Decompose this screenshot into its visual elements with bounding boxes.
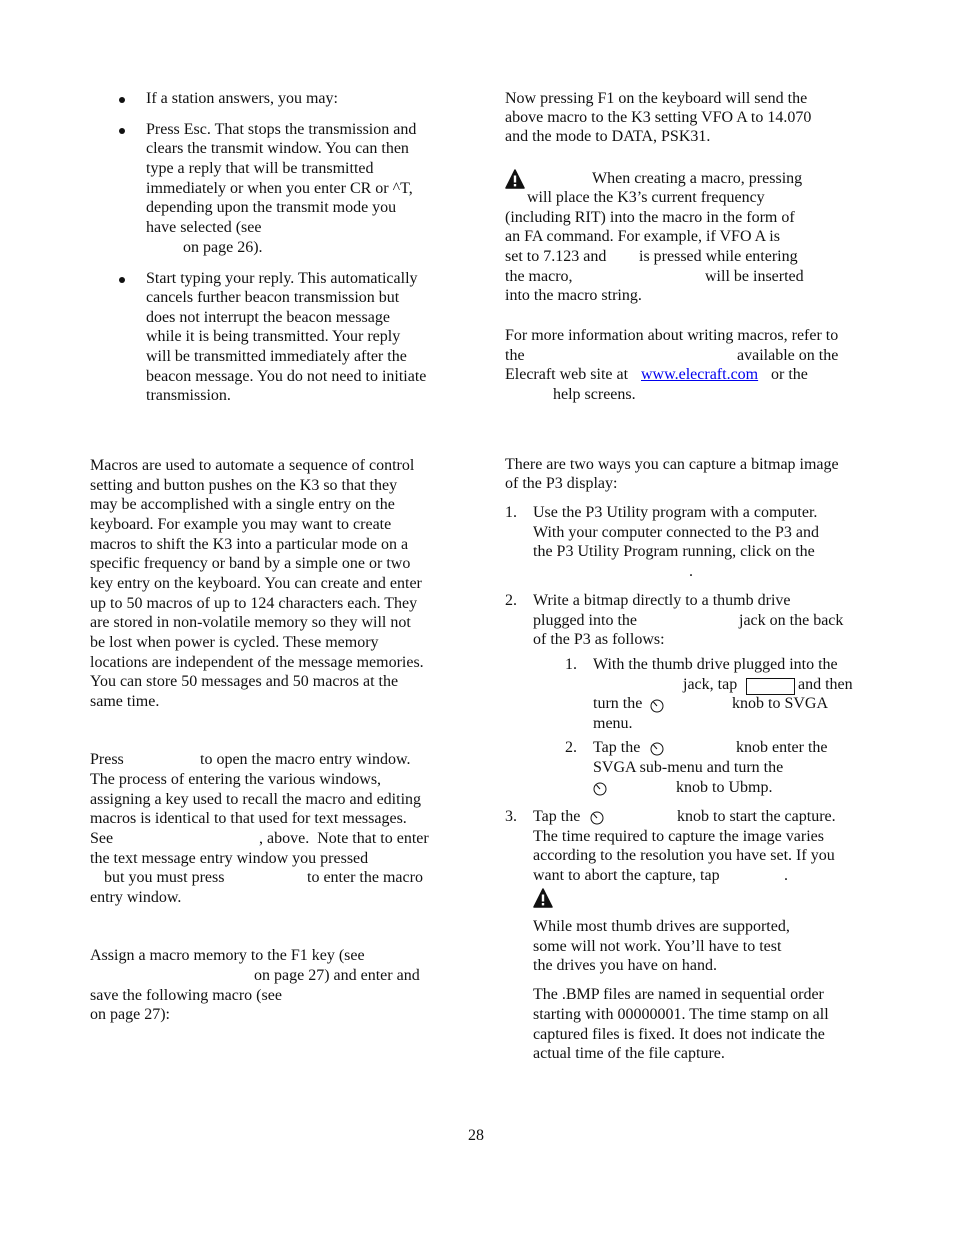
left-lines-text: setting and button pushes on the K3 so that they: [90, 477, 398, 494]
left-lines-text: save the following macro (see: [90, 987, 282, 1004]
right-lines-text: 2.: [565, 739, 577, 756]
right-lines-text: .: [689, 563, 693, 580]
right-lines-text: plugged into the: [533, 612, 637, 629]
right-lines-text: Tap the: [533, 808, 581, 825]
right-lines-text: the drives you have on hand.: [533, 957, 717, 974]
left-lines-text: while it is being transmitted. Your reply: [146, 328, 401, 345]
right-lines-text: and the mode to DATA, PSK31.: [505, 128, 711, 145]
right-lines-text: above macro to the K3 setting VFO A to 14.070: [505, 109, 812, 126]
elecraft-link[interactable]: www.elecraft.com: [641, 366, 759, 383]
left-lines-text: does not interrupt the beacon message: [146, 309, 390, 326]
left-lines-text: will be transmitted immediately after the: [146, 348, 407, 365]
left-lines-text: , above. Note that to enter: [259, 830, 429, 847]
left-lines-text: macros is identical to that used for text messages.: [90, 810, 407, 827]
left-lines-text: clears the transmit window. You can then: [146, 140, 409, 157]
right-lines-text: and then: [798, 676, 853, 693]
right-lines-text: knob to SVGA: [732, 695, 829, 712]
warning-icon: [533, 888, 553, 908]
left-lines-text: to open the macro entry window.: [200, 751, 411, 768]
right-lines-text: knob enter the: [736, 739, 828, 756]
left-lines-text: may be accomplished with a single entry on the: [90, 496, 395, 513]
right-lines-text: is pressed while entering: [639, 248, 798, 265]
right-lines-text: 2.: [505, 592, 517, 609]
right-lines-text: There are two ways you can capture a bitmap image: [505, 456, 839, 473]
left-lines-text: specific frequency or band by a simple one or two: [90, 555, 411, 572]
left-lines-text: assigning a key used to recall the macro and editing: [90, 791, 422, 808]
right-lines-text: 3.: [505, 808, 517, 825]
left-lines-text: same time.: [90, 693, 160, 710]
left-lines-text: Press Esc. That stops the transmission and: [146, 121, 417, 138]
left-lines-text: be lost when power is cycled. These memory: [90, 634, 379, 651]
left-lines-text: Assign a macro memory to the F1 key (see: [90, 947, 365, 964]
right-lines-text: Elecraft web site at: [505, 366, 629, 383]
knob-icon: [650, 699, 664, 713]
left-lines-text: the text message entry window you pressed: [90, 850, 369, 867]
left-lines-text: keyboard. For example you may want to create: [90, 516, 392, 533]
right-lines-text: Now pressing F1 on the keyboard will send the: [505, 90, 808, 107]
right-lines-text: While most thumb drives are supported,: [533, 918, 790, 935]
right-lines-text: turn the: [593, 695, 643, 712]
left-lines-text: key entry on the keyboard. You can create and enter: [90, 575, 422, 592]
left-lines-text: Start typing your reply. This automatically: [146, 270, 418, 287]
left-lines-text: to enter the macro: [307, 869, 423, 886]
left-lines-text: on page 27) and enter and: [254, 967, 420, 984]
bullet-icon: [119, 97, 125, 103]
right-lines-text: starting with 00000001. The time stamp on all: [533, 1006, 829, 1023]
right-lines-text: jack on the back: [739, 612, 844, 629]
left-lines-text: transmission.: [146, 387, 231, 404]
right-lines-text: will be inserted: [705, 268, 804, 285]
left-lines-text: immediately or when you enter CR or ^T,: [146, 180, 413, 197]
right-lines-text: For more information about writing macros, refer to: [505, 327, 839, 344]
left-lines-text: depending upon the transmit mode you: [146, 199, 397, 216]
right-lines-text: knob to start the capture.: [677, 808, 836, 825]
left-lines-text: are stored in non-volatile memory so they will not: [90, 614, 411, 631]
right-lines-text: Write a bitmap directly to a thumb drive: [533, 592, 791, 609]
left-lines-text: The process of entering the various windows,: [90, 771, 382, 788]
right-lines-text: (including RIT) into the macro in the form of: [505, 209, 795, 226]
right-lines-text: SVGA sub-menu and turn the: [593, 759, 784, 776]
left-lines-text: locations are independent of the message memories.: [90, 654, 424, 671]
warning-icon: [505, 169, 525, 189]
left-lines-text: cancels further beacon transmission but: [146, 289, 400, 306]
left-lines-text: entry window.: [90, 889, 182, 906]
right-lines-text: knob to Ubmp.: [676, 779, 773, 796]
right-lines-text: jack, tap: [683, 676, 738, 693]
right-lines-text: the macro,: [505, 268, 573, 285]
left-lines-text: but you must press: [104, 869, 225, 886]
left-lines-text: on page 27):: [90, 1006, 170, 1023]
left-lines-text: Macros are used to automate a sequence of control: [90, 457, 415, 474]
right-lines-text: .: [784, 867, 788, 884]
left-lines-text: beacon message. You do not need to initiate: [146, 368, 427, 385]
right-lines-text: With your computer connected to the P3 and: [533, 524, 819, 541]
button-box-icon: [746, 678, 795, 695]
right-lines-text: an FA command. For example, if VFO A is: [505, 228, 780, 245]
right-lines-text: help screens.: [553, 386, 636, 403]
right-lines-text: or the: [771, 366, 808, 383]
right-lines-text: menu.: [593, 715, 633, 732]
bullet-icon: [119, 277, 125, 283]
knob-icon: [590, 811, 604, 825]
right-lines-text: into the macro string.: [505, 287, 642, 304]
right-lines-text: some will not work. You’ll have to test: [533, 938, 782, 955]
right-lines-text: When creating a macro, pressing: [592, 170, 803, 187]
right-lines-text: of the P3 display:: [505, 475, 618, 492]
right-lines-text: set to 7.123 and: [505, 248, 607, 265]
right-lines-text: captured files is fixed. It does not indicate the: [533, 1026, 825, 1043]
right-lines-text: of the P3 as follows:: [533, 631, 665, 648]
right-lines-text: 1.: [505, 504, 517, 521]
left-lines-text: type a reply that will be transmitted: [146, 160, 374, 177]
right-lines-text: the: [505, 347, 525, 364]
right-lines-text: will place the K3’s current frequency: [527, 189, 765, 206]
left-lines-text: You can store 50 messages and 50 macros at the: [90, 673, 399, 690]
right-lines-text: The time required to capture the image varies: [533, 828, 824, 845]
left-lines-text: have selected (see: [146, 219, 262, 236]
right-lines-text: Tap the: [593, 739, 641, 756]
left-lines-text: If a station answers, you may:: [146, 90, 338, 107]
right-lines-text: 1.: [565, 656, 577, 673]
left-lines-text: See: [90, 830, 114, 847]
left-lines-text: Press: [90, 751, 124, 768]
right-lines-text: With the thumb drive plugged into the: [593, 656, 838, 673]
knob-icon: [593, 782, 607, 796]
right-lines-text: want to abort the capture, tap: [533, 867, 720, 884]
right-lines-text: the P3 Utility Program running, click on the: [533, 543, 815, 560]
right-lines-text: The .BMP files are named in sequential order: [533, 986, 824, 1003]
right-lines-text: according to the resolution you have set. If you: [533, 847, 835, 864]
right-lines-text: actual time of the file capture.: [533, 1045, 725, 1062]
right-lines-text: available on the: [737, 347, 839, 364]
knob-icon: [650, 742, 664, 756]
left-lines-text: on page 26).: [183, 239, 263, 256]
left-lines-text: up to 50 macros of up to 124 characters each. They: [90, 595, 418, 612]
bullet-icon: [119, 128, 125, 134]
right-lines-text: Use the P3 Utility program with a computer.: [533, 504, 818, 521]
page-number: 28: [468, 1127, 484, 1144]
left-lines-text: macros to shift the K3 into a particular mode on a: [90, 536, 409, 553]
